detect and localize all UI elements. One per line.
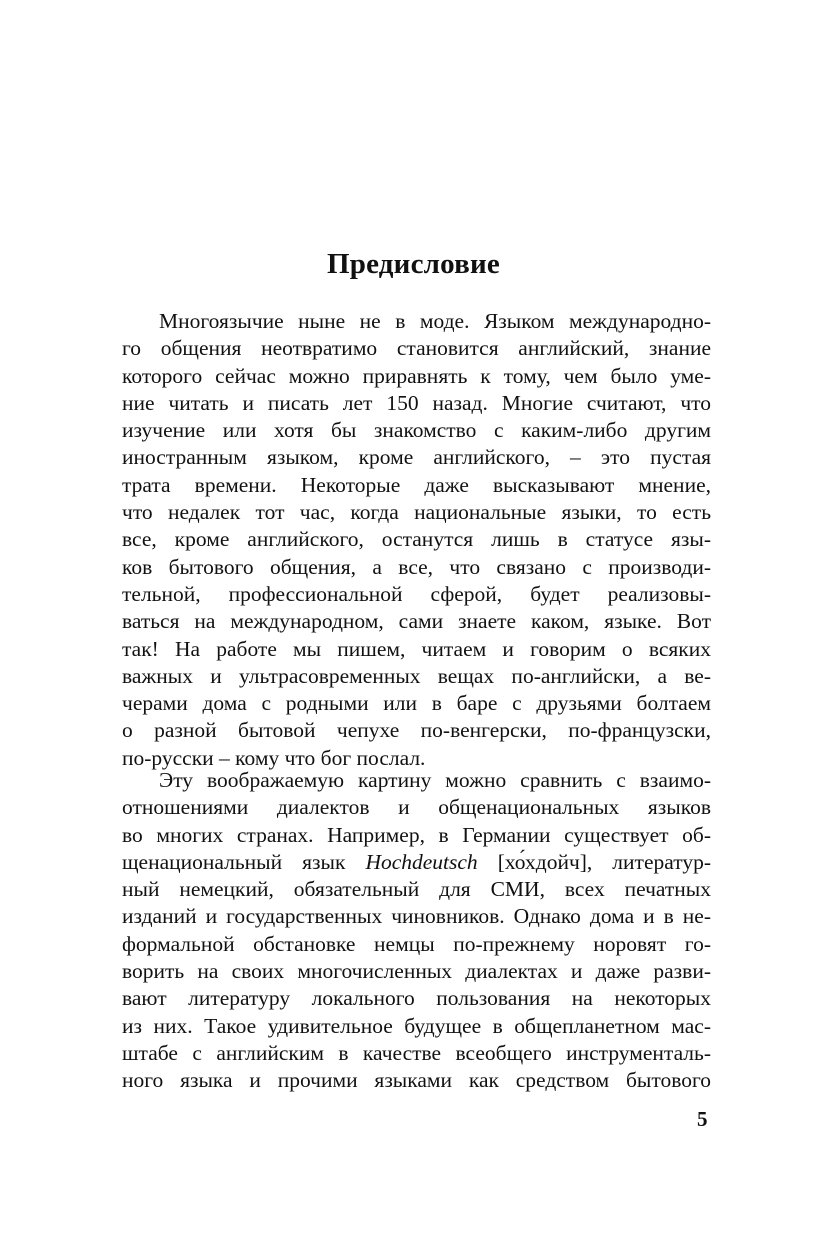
- text-line: по-русски – кому что бог послал.: [122, 745, 426, 770]
- paragraph-2: [122, 767, 711, 1095]
- text-line: которого сейчас можно приравнять к тому, чем было уме-: [122, 363, 711, 388]
- page-title: Предисловие: [327, 248, 500, 280]
- term-hochdeutsch: Hochdeutsch: [365, 849, 478, 874]
- text-line: изучение или хотя бы знакомство с каким-либо другим: [122, 418, 711, 443]
- text-line: Эту воображаемую картину можно сравнить с взаимо-: [159, 768, 711, 792]
- text-segment: щенациональный язык: [122, 849, 366, 874]
- text-line: черами дома с родными или в баре с друзьями болтаем: [122, 691, 711, 716]
- text-line: отношениями диалектов и общенациональных языков: [122, 795, 711, 820]
- text-line: [122, 849, 711, 876]
- text-line: вают литературу локального пользования на некоторых: [122, 986, 711, 1011]
- text-line: так! На работе мы пишем, читаем и говорим о всяких: [122, 636, 711, 661]
- text-line: ворить на своих многочисленных диалектах и даже разви-: [122, 959, 711, 984]
- paragraph-1: [122, 308, 711, 772]
- text-line: Многоязычие ныне не в моде. Языком международно-: [159, 309, 711, 333]
- text-line: ного языка и прочими языками как средством бытового: [122, 1068, 711, 1093]
- text-segment: [хо́хдойч], литератур-: [477, 849, 711, 874]
- text-line: тельной, профессиональной сферой, будет реализовы-: [122, 581, 711, 606]
- text-line: формальной обстановке немцы по-прежнему норовят го-: [122, 931, 711, 956]
- text-line: изданий и государственных чиновников. Однако дома и в не-: [122, 904, 711, 929]
- text-line: ние читать и писать лет 150 назад. Многие считают, что: [122, 390, 711, 415]
- text-line: ков бытового общения, а все, что связано с производи-: [122, 554, 711, 579]
- text-line: штабе с английским в качестве всеобщего инструменталь-: [122, 1040, 711, 1065]
- page-number: 5: [697, 1107, 708, 1131]
- text-line: о разной бытовой чепухе по-венгерски, по-французски,: [122, 718, 711, 743]
- text-line: все, кроме английского, останутся лишь в статусе язы-: [122, 527, 711, 552]
- text-line: ваться на международном, сами знаете каком, языке. Вот: [122, 609, 711, 634]
- text-line: иностранным языком, кроме английского, – это пустая: [122, 445, 711, 470]
- text-line: ный немецкий, обязательный для СМИ, всех печатных: [122, 877, 711, 902]
- text-line: важных и ультрасовременных вещах по-английски, а ве-: [122, 663, 711, 688]
- text-line: во многих странах. Например, в Германии существует об-: [122, 822, 711, 847]
- text-line: трата времени. Некоторые даже высказывают мнение,: [122, 472, 711, 497]
- text-line: из них. Такое удивительное будущее в общепланетном мас-: [122, 1013, 711, 1038]
- text-line: что недалек тот час, когда национальные языки, то есть: [122, 500, 711, 525]
- text-line: го общения неотвратимо становится английский, знание: [122, 336, 711, 361]
